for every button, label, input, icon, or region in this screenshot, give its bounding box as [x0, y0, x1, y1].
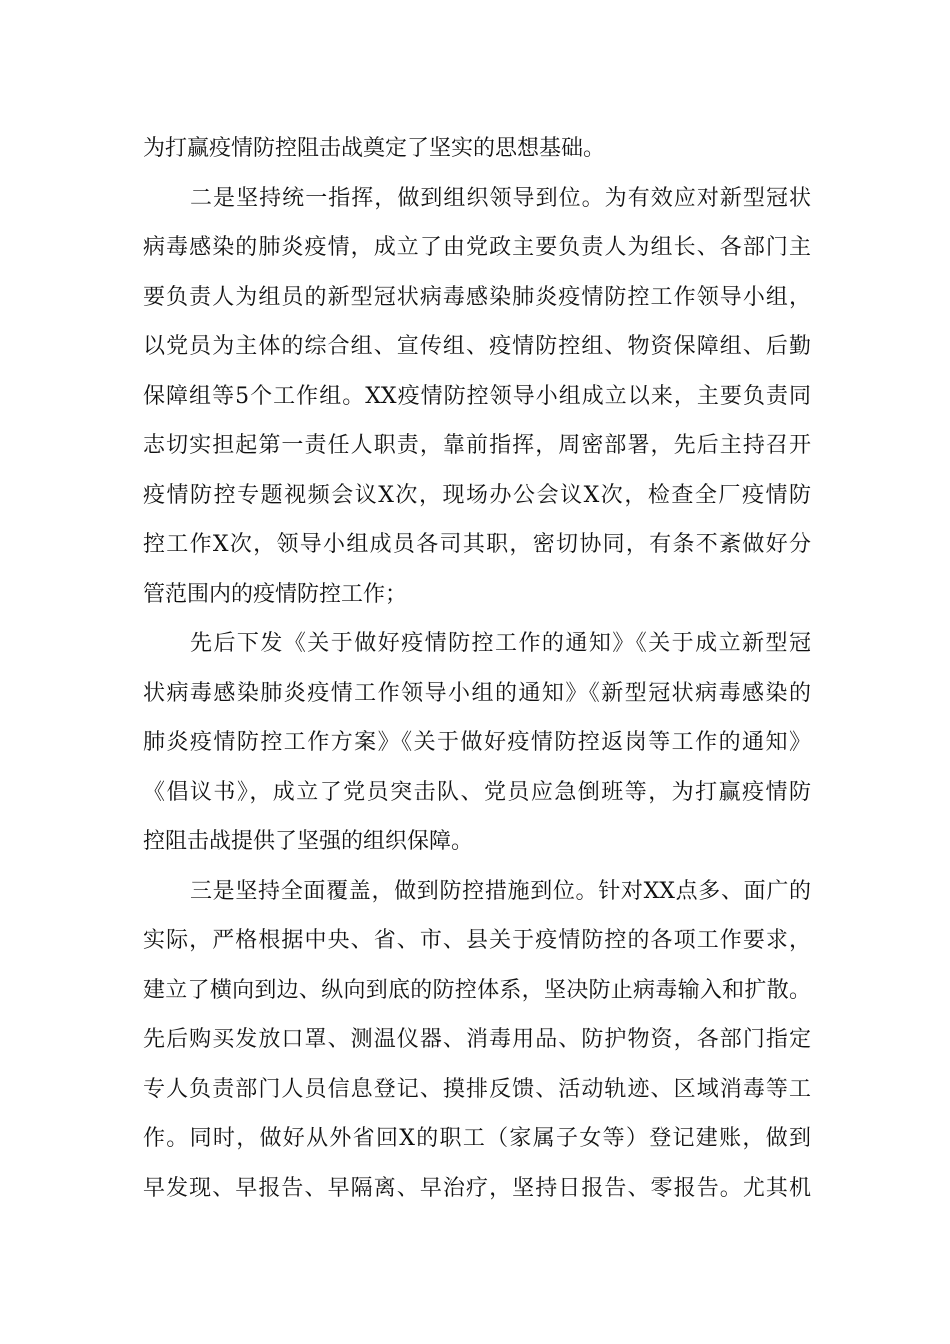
- text-line: 管范围内的疫情防控工作；: [143, 581, 408, 607]
- text-line: 志切实担起第一责任人职责，靠前指挥，周密部署，先后主持召开: [143, 433, 811, 458]
- text-line: 肺炎疫情防控工作方案》《关于做好疫情防控返岗等工作的通知》: [143, 730, 811, 755]
- text-line: 二是坚持统一指挥，做到组织领导到位。为有效应对新型冠状: [190, 185, 811, 211]
- text-line: 三是坚持全面覆盖，做到防控措施到位。针对XX点多、面广的: [190, 878, 811, 904]
- text-line: 为打赢疫情防控阻击战奠定了坚实的思想基础。: [143, 136, 606, 161]
- text-line: 《倡议书》，成立了党员突击队、党员应急倒班等，为打赢疫情防: [143, 779, 811, 805]
- text-line: 实际，严格根据中央、省、市、县关于疫情防控的各项工作要求，: [143, 928, 811, 953]
- text-line: 控工作X次，领导小组成员各司其职，密切协同，有条不紊做好分: [143, 532, 811, 557]
- text-line: 保障组等5个工作组。XX疫情防控领导小组成立以来，主要负责同: [143, 383, 811, 409]
- text-line: 控阻击战提供了坚强的组织保障。: [143, 829, 474, 854]
- document-body: [143, 124, 811, 1213]
- text-line: 要负责人为组员的新型冠状病毒感染肺炎疫情防控工作领导小组，: [143, 284, 811, 310]
- text-line: 状病毒感染肺炎疫情工作领导小组的通知》《新型冠状病毒感染的: [143, 680, 811, 706]
- text-line: 先后下发《关于做好疫情防控工作的通知》《关于成立新型冠: [190, 631, 811, 656]
- text-line: 早发现、早报告、早隔离、早治疗，坚持日报告、零报告。尤其机: [143, 1175, 811, 1201]
- text-line: 专人负责部门人员信息登记、摸排反馈、活动轨迹、区域消毒等工: [143, 1076, 811, 1102]
- text-line: 病毒感染的肺炎疫情，成立了由党政主要负责人为组长、各部门主: [143, 235, 811, 260]
- text-line: 疫情防控专题视频会议X次，现场办公会议X次，检查全厂疫情防: [143, 482, 811, 508]
- text-line: 作。同时，做好从外省回X的职工（家属子女等）登记建账，做到: [143, 1126, 811, 1151]
- text-line: 建立了横向到边、纵向到底的防控体系，坚决防止病毒输入和扩散。: [143, 977, 811, 1003]
- text-line: 以党员为主体的综合组、宣传组、疫情防控组、物资保障组、后勤: [143, 334, 811, 359]
- text-line: 先后购买发放口罩、测温仪器、消毒用品、防护物资，各部门指定: [143, 1027, 811, 1052]
